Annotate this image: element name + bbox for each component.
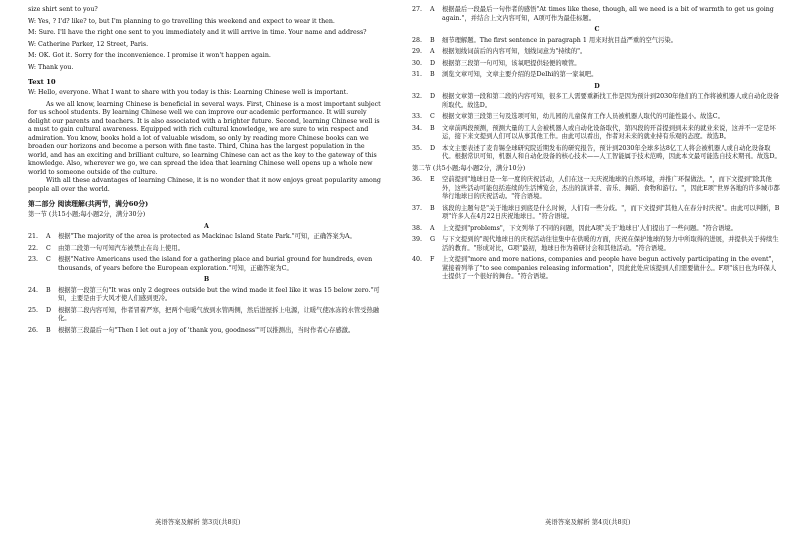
text10-heading: Text 10 [28, 78, 56, 86]
item-key: B [430, 36, 435, 44]
answer-item [412, 176, 782, 202]
item-key: B [46, 286, 51, 294]
text10-paragraph: With all these advantages of learning Chinese, it is no wonder that it now enjoys great popularity among people all over the world. [28, 177, 381, 193]
item-number: 22. [28, 244, 39, 252]
answer-item [412, 6, 782, 23]
page-footer-left: 英语答案及解析 第3页(共8页) [155, 518, 241, 527]
item-key: D [430, 93, 436, 100]
item-number: 26. [28, 326, 39, 334]
left-page [28, 0, 385, 533]
item-key: B [430, 124, 435, 132]
answer-item [28, 307, 385, 324]
dialogue-line: M: OK. Got it. Sorry for the inconvenience. I promise it won't happen again. [28, 52, 271, 59]
item-explanation: 上文提到"problems"，下文列举了不同的问题，因此A项"关于'地球日'人们提出了一些问题。"符合语境。 [442, 224, 737, 232]
answer-item [412, 145, 782, 162]
answer-item [28, 245, 385, 254]
item-number: 40. [412, 256, 423, 263]
item-key: A [430, 6, 435, 13]
item-number: 30. [412, 59, 423, 67]
item-number: 33. [412, 113, 423, 120]
item-explanation: 根据第三段最后一句"Then I let out a joy of 'thank you, goodness'"可以推测出，当时作者心存感激。 [58, 326, 355, 334]
answer-item [412, 48, 782, 57]
item-key: E [430, 176, 435, 183]
dialogue-line: W: Thank you. [28, 63, 74, 71]
answer-item [28, 287, 385, 304]
item-number: 32. [412, 93, 423, 100]
dialogue-line: size shirt sent to you? [28, 6, 98, 13]
page-footer-right: 英语答案及解析 第4页(共8页) [545, 518, 631, 527]
item-explanation: 上文提到"more and more nations, companies and people have begun actively participating in the event"，紧接着列举了"to see companies releasing information"，因此此处应该提到人们需要做什么。F项"该日也为环保人士提供了一个很好的舞台。"符合语境。 [442, 256, 778, 280]
answer-item [412, 256, 782, 282]
item-number: 27. [412, 6, 423, 13]
item-key: A [430, 48, 435, 55]
answer-item [412, 236, 782, 253]
item-number: 34. [412, 124, 423, 132]
item-number: 37. [412, 204, 423, 212]
item-number: 25. [28, 306, 39, 314]
item-explanation: 文章前两段预测，预测大量的工人会被机器人或自动化设备取代，第四段的开首提到到未来的就业来说，这并不一定是坏运，接下来文提到人们可以从事其他工作。由此可以看出，作者对未来的就业持有乐观的态度。故选B。 [442, 124, 776, 140]
item-key: D [46, 306, 52, 314]
item-number: 35. [412, 144, 423, 152]
answer-item [412, 37, 782, 46]
part2-heading: 第二部分 阅读理解(共两节，满分60分) [28, 200, 149, 209]
item-explanation: 浏览文章可知，文章主要介绍的是Delhi的第一家氧吧。 [442, 71, 598, 78]
text10-paragraph: As we all know, learning Chinese is beneficial in several ways. First, Chinese is a most important subject for us school students. By learning Chinese well we can improve our academic performance. It will surely delight our parents and teachers. It is also associated with a brighter future. Second, learning Chinese well is a must to gain cultural awareness. Equipped with rich cultural knowledge, we are sure to win respect and admiration. You know, books hold a lot of valuable wisdom, so only by reading more Chinese books can we broaden our horizons and become a person with fine taste. Third, China has the largest population in the world, and has an exciting and brilliant culture, so learning Chinese can act as the key to the gateway of this knowledge. Also, wherever we go, we can spread the idea that learning Chinese well opens up a whole new world to someone outside of the culture. [28, 100, 381, 176]
item-explanation: 根据划线词前后的内容可知，划线词意为"持续的"。 [442, 48, 587, 55]
item-explanation: 空前提到"地球日是一年一度的庆祝活动，人们在这一天庆祝地球的自然环境，并推广环保做法。"，而下文提到"除其他外，这些活动可能包括连续的生活博览会，杰出的演讲者、音乐、舞蹈、食物和游行。"，因此E项"世界各地的许多城市都举行地球日的庆祝活动。"符合语境。 [442, 176, 780, 200]
item-key: D [430, 59, 436, 67]
answer-item [28, 327, 385, 336]
item-key: A [46, 233, 51, 241]
item-key: F [430, 256, 435, 263]
section1-heading: 第一节 (共15小题;每小题2分，满分30分) [28, 211, 146, 219]
item-key: D [430, 144, 436, 152]
item-explanation: 与下文提到的"现代地球日的庆祝活动往往集中在供暖的方面，庆祝在保护地球的努力中所取得的进展，并提供关于持续生活的教育。"形成对比，G项"最初，地球日作为着研讨会和其他活动。"符合语境。 [442, 236, 779, 252]
item-number: 36. [412, 176, 423, 183]
item-number: 29. [412, 48, 423, 55]
passage-letter-b: B [203, 276, 210, 284]
answer-item [28, 256, 385, 273]
item-number: 24. [28, 286, 39, 294]
item-key: C [430, 113, 435, 120]
item-number: 38. [412, 224, 423, 232]
section2-heading: 第二节 (共5小题;每小题2分，满分10分) [412, 164, 526, 172]
dialogue-line: W: Catherine Parker, 12 Street, Paris. [28, 40, 149, 48]
answer-item [412, 71, 782, 80]
passage-letter-a: A [204, 222, 209, 230]
answer-item [412, 60, 782, 69]
dialogue-line: M: Sure. I'll have the right one sent to you immediately and it will arrive in time. Your name and address? [28, 29, 367, 36]
item-explanation: 本文主要表述了麦肯锡全球研究院近期发布的研究报告，预计到2030年全球多达8亿工人将会被机器人或自动化设备取代。根据常识可知，机器人和自动化设备的核心技术——人工智能属于技术范畴，因此本文最可能选自技术期刊。故选D。 [442, 144, 781, 160]
item-explanation: 根据第二段内容可知，作者冒着严寒，把两个电暖气放到水管两侧，然后进屋拆上电源，让暖气使冰冻的水管受热融化。 [58, 306, 380, 323]
item-key: B [430, 71, 435, 78]
item-explanation: 根据文章第一段和第二段的内容可知，很多工人需要重新找工作是因为预计到2030年他们的工作将被机器人或自动化设备所取代。故选D。 [442, 93, 780, 109]
item-key: A [430, 224, 435, 232]
item-key: G [430, 236, 436, 243]
item-explanation: 根据文章第三段第三句及选项可知，幼儿园的儿童保育工作人员被机器人取代的可能性最小。故选C。 [442, 113, 724, 120]
item-number: 23. [28, 256, 39, 264]
item-number: 31. [412, 71, 423, 78]
dialogue-line: W: Yes, ? I'd? like? to, but I'm planning to go travelling this weekend and expect to wear it then. [28, 17, 335, 25]
answer-item [28, 233, 385, 242]
answer-item [412, 125, 782, 142]
item-explanation: 根据第三段第一句可知，该氧吧提供轻便的喷管。 [442, 59, 581, 67]
passage-letter-d: D [594, 82, 600, 90]
passage-letter-c: C [594, 26, 600, 33]
item-key: B [430, 204, 435, 212]
item-explanation: 根据最后一段最后一句作者的感悟"At times like these, though, all we need is a bit of warmth to get us going again."，并结合上文内容可知，A项可作为最佳标题。 [442, 6, 774, 22]
right-page [412, 0, 782, 533]
item-explanation: 由第二段第一句可知汽车被禁止在岛上使用。 [58, 244, 184, 252]
item-explanation: 根据第一段第三句"It was only 2 degrees outside but the wind made it feel like it was 15 below zero."可知，主要是由于大风才使人们感到更冷。 [58, 286, 380, 303]
item-explanation: 根据"The majority of the area is protected as Mackinac Island State Park."可知，正确答案为A。 [58, 233, 356, 241]
item-key: B [46, 326, 51, 334]
item-key: C [46, 244, 51, 252]
answer-item [412, 205, 782, 222]
item-number: 28. [412, 36, 423, 44]
item-explanation: 该段的主题句是"关于地球日到底是什么时候，人们有一些分歧。"，而下文提到"其他人在春分时庆祝"。由此可以判断，B项"许多人在4月22日庆祝地球日。"符合语境。 [442, 204, 780, 220]
text10-intro: W: Hello, everyone. What I want to share with you today is this: Learning Chinese well is important. [28, 89, 349, 97]
item-explanation: 细节理解题。The first sentence in paragraph 1 用来对抗目益严重的空气污染。 [442, 36, 677, 44]
item-number: 21. [28, 233, 39, 241]
answer-item [412, 225, 782, 234]
answer-item [412, 93, 782, 110]
item-explanation: 根据"Native Americans used the island for a gathering place and burial ground for hundreds, even thousands, of years before the European exploration."可知，正确答案为C。 [58, 256, 373, 272]
item-key: C [46, 256, 51, 264]
item-number: 39. [412, 236, 423, 243]
answer-item [412, 113, 782, 122]
